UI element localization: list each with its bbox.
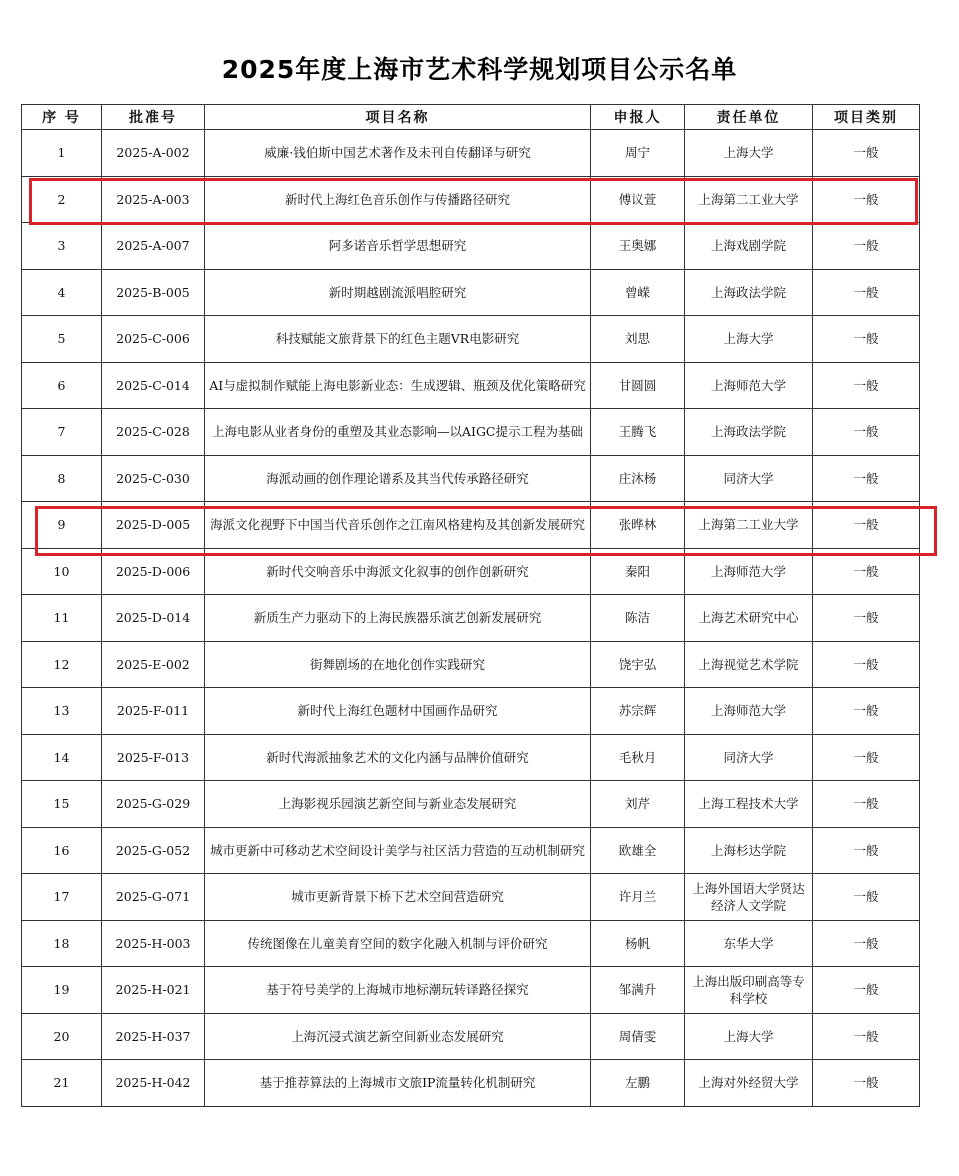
cell-code: 2025-B-005: [102, 269, 205, 316]
cell-applicant: 邹满升: [591, 967, 685, 1014]
cell-category: 一般: [813, 967, 920, 1014]
cell-category: 一般: [813, 827, 920, 874]
header-title: 项目名称: [205, 105, 591, 130]
cell-category: 一般: [813, 362, 920, 409]
cell-unit: 上海艺术研究中心: [685, 595, 813, 642]
cell-applicant: 庄沐杨: [591, 455, 685, 502]
cell-unit: 上海大学: [685, 316, 813, 363]
cell-title: 城市更新中可移动艺术空间设计美学与社区活力营造的互动机制研究: [205, 827, 591, 874]
cell-applicant: 毛秋月: [591, 734, 685, 781]
cell-unit: 上海对外经贸大学: [685, 1060, 813, 1107]
cell-code: 2025-H-003: [102, 920, 205, 967]
cell-applicant: 左鹏: [591, 1060, 685, 1107]
cell-no: 16: [22, 827, 102, 874]
cell-code: 2025-D-005: [102, 502, 205, 549]
cell-applicant: 王奥娜: [591, 223, 685, 270]
cell-unit: 上海政法学院: [685, 269, 813, 316]
cell-category: 一般: [813, 1060, 920, 1107]
table-row: [22, 1013, 920, 1060]
cell-category: 一般: [813, 409, 920, 456]
cell-category: 一般: [813, 688, 920, 735]
cell-no: 20: [22, 1013, 102, 1060]
cell-applicant: 秦阳: [591, 548, 685, 595]
table-row: [22, 688, 920, 735]
cell-applicant: 苏宗辉: [591, 688, 685, 735]
cell-no: 6: [22, 362, 102, 409]
cell-code: 2025-A-007: [102, 223, 205, 270]
cell-no: 8: [22, 455, 102, 502]
cell-unit: 上海杉达学院: [685, 827, 813, 874]
cell-unit: 上海大学: [685, 1013, 813, 1060]
cell-code: 2025-A-002: [102, 130, 205, 177]
cell-code: 2025-C-014: [102, 362, 205, 409]
page-title: 2025年度上海市艺术科学规划项目公示名单: [221, 55, 738, 84]
cell-category: 一般: [813, 734, 920, 781]
header-code: 批准号: [102, 105, 205, 130]
cell-title: 上海沉浸式演艺新空间新业态发展研究: [205, 1013, 591, 1060]
cell-category: 一般: [813, 548, 920, 595]
cell-category: 一般: [813, 455, 920, 502]
cell-code: 2025-G-029: [102, 781, 205, 828]
cell-category: 一般: [813, 223, 920, 270]
cell-unit: 上海师范大学: [685, 688, 813, 735]
cell-title: 海派文化视野下中国当代音乐创作之江南风格建构及其创新发展研究: [205, 502, 591, 549]
cell-no: 12: [22, 641, 102, 688]
cell-applicant: 饶宇弘: [591, 641, 685, 688]
cell-category: 一般: [813, 641, 920, 688]
cell-title: 新时代上海红色题材中国画作品研究: [205, 688, 591, 735]
cell-unit: 上海戏剧学院: [685, 223, 813, 270]
cell-unit: 上海政法学院: [685, 409, 813, 456]
cell-no: 19: [22, 967, 102, 1014]
cell-code: 2025-H-042: [102, 1060, 205, 1107]
cell-applicant: 甘圆圆: [591, 362, 685, 409]
cell-category: 一般: [813, 781, 920, 828]
cell-title: 新时代海派抽象艺术的文化内涵与品牌价值研究: [205, 734, 591, 781]
cell-code: 2025-C-006: [102, 316, 205, 363]
cell-title: 街舞剧场的在地化创作实践研究: [205, 641, 591, 688]
cell-no: 2: [22, 176, 102, 223]
cell-code: 2025-G-052: [102, 827, 205, 874]
cell-code: 2025-G-071: [102, 874, 205, 921]
cell-unit: 上海出版印刷高等专科学校: [685, 967, 813, 1014]
table-row: [22, 827, 920, 874]
cell-code: 2025-E-002: [102, 641, 205, 688]
table-row: [22, 920, 920, 967]
cell-title: 新时代交响音乐中海派文化叙事的创作创新研究: [205, 548, 591, 595]
cell-title: 上海影视乐园演艺新空间与新业态发展研究: [205, 781, 591, 828]
cell-applicant: 傅议萱: [591, 176, 685, 223]
table-row: [22, 734, 920, 781]
cell-category: 一般: [813, 595, 920, 642]
cell-code: 2025-D-006: [102, 548, 205, 595]
cell-code: 2025-H-037: [102, 1013, 205, 1060]
table-row: [22, 874, 920, 921]
table-row: [22, 362, 920, 409]
cell-unit: 上海第二工业大学: [685, 176, 813, 223]
cell-code: 2025-F-011: [102, 688, 205, 735]
cell-title: 新质生产力驱动下的上海民族器乐演艺创新发展研究: [205, 595, 591, 642]
cell-title: 城市更新背景下桥下艺术空间营造研究: [205, 874, 591, 921]
cell-category: 一般: [813, 316, 920, 363]
table-row: [22, 269, 920, 316]
cell-no: 10: [22, 548, 102, 595]
cell-unit: 上海第二工业大学: [685, 502, 813, 549]
cell-title: 新时代上海红色音乐创作与传播路径研究: [205, 176, 591, 223]
cell-applicant: 杨帆: [591, 920, 685, 967]
cell-category: 一般: [813, 269, 920, 316]
cell-no: 7: [22, 409, 102, 456]
header-applicant: 申报人: [591, 105, 685, 130]
cell-code: 2025-A-003: [102, 176, 205, 223]
table-row: [22, 130, 920, 177]
cell-title: 上海电影从业者身份的重塑及其业态影响—以AIGC提示工程为基础: [205, 409, 591, 456]
table-row: [22, 641, 920, 688]
cell-applicant: 许月兰: [591, 874, 685, 921]
table-row: [22, 967, 920, 1014]
cell-unit: 上海师范大学: [685, 548, 813, 595]
cell-unit: 东华大学: [685, 920, 813, 967]
cell-no: 18: [22, 920, 102, 967]
cell-no: 4: [22, 269, 102, 316]
cell-unit: 上海大学: [685, 130, 813, 177]
cell-category: 一般: [813, 1013, 920, 1060]
cell-applicant: 刘芹: [591, 781, 685, 828]
cell-code: 2025-F-013: [102, 734, 205, 781]
cell-no: 13: [22, 688, 102, 735]
cell-no: 3: [22, 223, 102, 270]
cell-title: 科技赋能文旅背景下的红色主题VR电影研究: [205, 316, 591, 363]
cell-title: 海派动画的创作理论谱系及其当代传承路径研究: [205, 455, 591, 502]
cell-applicant: 刘思: [591, 316, 685, 363]
cell-no: 21: [22, 1060, 102, 1107]
cell-no: 11: [22, 595, 102, 642]
cell-title: 阿多诺音乐哲学思想研究: [205, 223, 591, 270]
cell-code: 2025-H-021: [102, 967, 205, 1014]
table-row: [22, 176, 920, 223]
cell-no: 15: [22, 781, 102, 828]
table-row: [22, 548, 920, 595]
cell-title: 威廉·钱伯斯中国艺术著作及未刊自传翻译与研究: [205, 130, 591, 177]
header-unit: 责任单位: [685, 105, 813, 130]
table-row: [22, 316, 920, 363]
cell-no: 5: [22, 316, 102, 363]
cell-unit: 上海工程技术大学: [685, 781, 813, 828]
cell-no: 9: [22, 502, 102, 549]
cell-applicant: 曾嵘: [591, 269, 685, 316]
cell-unit: 上海外国语大学贤达经济人文学院: [685, 874, 813, 921]
table-row: [22, 223, 920, 270]
cell-title: 新时期越剧流派唱腔研究: [205, 269, 591, 316]
cell-title: 传统图像在儿童美育空间的数字化融入机制与评价研究: [205, 920, 591, 967]
cell-title: 基于符号美学的上海城市地标潮玩转译路径探究: [205, 967, 591, 1014]
cell-applicant: 张晔林: [591, 502, 685, 549]
header-no: 序 号: [22, 105, 102, 130]
table-row: [22, 781, 920, 828]
cell-category: 一般: [813, 130, 920, 177]
project-table: [21, 104, 920, 1107]
cell-code: 2025-C-028: [102, 409, 205, 456]
cell-title: AI与虚拟制作赋能上海电影新业态：生成逻辑、瓶颈及优化策略研究: [205, 362, 591, 409]
cell-category: 一般: [813, 176, 920, 223]
cell-applicant: 欧雄全: [591, 827, 685, 874]
cell-code: 2025-D-014: [102, 595, 205, 642]
table-row: [22, 409, 920, 456]
cell-unit: 同济大学: [685, 734, 813, 781]
table-row: [22, 502, 920, 549]
cell-applicant: 陈洁: [591, 595, 685, 642]
cell-category: 一般: [813, 874, 920, 921]
table-row: [22, 455, 920, 502]
cell-no: 14: [22, 734, 102, 781]
cell-applicant: 王腾飞: [591, 409, 685, 456]
cell-no: 17: [22, 874, 102, 921]
cell-title: 基于推荐算法的上海城市文旅IP流量转化机制研究: [205, 1060, 591, 1107]
header-category: 项目类别: [813, 105, 920, 130]
cell-applicant: 周倩雯: [591, 1013, 685, 1060]
table-header-row: [22, 105, 920, 130]
cell-unit: 上海视觉艺术学院: [685, 641, 813, 688]
cell-category: 一般: [813, 502, 920, 549]
cell-unit: 上海师范大学: [685, 362, 813, 409]
cell-no: 1: [22, 130, 102, 177]
table-row: [22, 595, 920, 642]
table-row: [22, 1060, 920, 1107]
cell-unit: 同济大学: [685, 455, 813, 502]
cell-category: 一般: [813, 920, 920, 967]
cell-applicant: 周宁: [591, 130, 685, 177]
cell-code: 2025-C-030: [102, 455, 205, 502]
